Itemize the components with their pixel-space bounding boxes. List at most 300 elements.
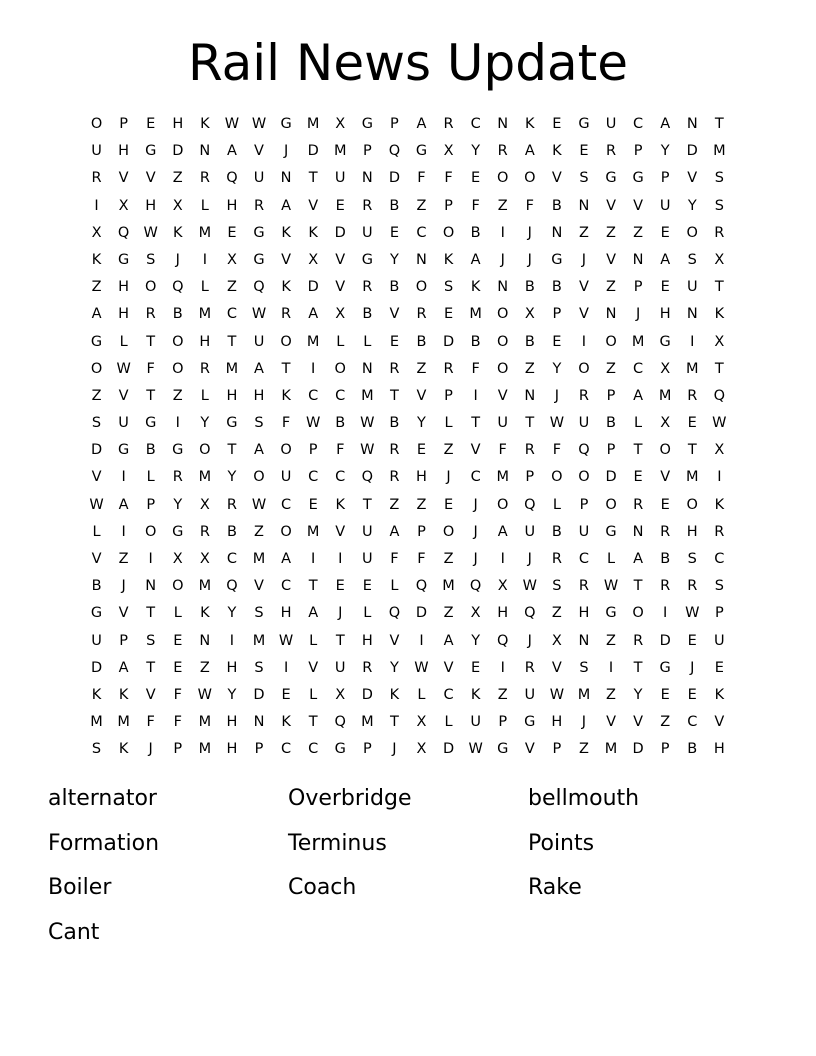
grid-cell: V [633, 714, 644, 731]
grid-cell: M [333, 143, 347, 160]
grid-cell: M [198, 741, 212, 758]
grid-cell: H [118, 306, 130, 323]
grid-cell: H [280, 605, 292, 622]
grid-cell: G [659, 333, 671, 350]
grid-cell: P [579, 496, 589, 513]
grid-cell: V [118, 605, 129, 622]
grid-row [83, 600, 733, 627]
grid-cell: X [470, 605, 481, 622]
grid-cell: F [417, 170, 426, 187]
grid-cell: M [252, 551, 266, 567]
grid-cell: Z [172, 170, 183, 187]
grid-cell: L [173, 605, 182, 622]
grid-cell: R [687, 387, 698, 404]
grid-cell: M [577, 686, 591, 703]
word-list-item: alternator [48, 786, 157, 811]
grid-cell: P [660, 741, 670, 758]
grid-cell: S [687, 251, 697, 268]
grid-cell: O [497, 496, 509, 513]
grid-cell: I [283, 659, 289, 676]
grid-cell: Y [227, 605, 237, 622]
grid-cell: J [500, 251, 505, 268]
grid-cell: R [524, 442, 535, 459]
grid-cell: A [118, 659, 129, 676]
grid-cell: Y [687, 197, 697, 214]
grid-cell: T [389, 387, 399, 404]
grid-cell: O [605, 496, 617, 513]
grid-cell: R [633, 496, 644, 513]
grid-cell: G [415, 143, 428, 160]
grid-cell: M [117, 714, 130, 731]
grid-cell: W [522, 578, 537, 595]
grid-cell: Y [471, 143, 481, 160]
grid-cell: M [198, 306, 212, 323]
grid-cell: K [552, 143, 562, 160]
grid-cell: Z [578, 224, 589, 241]
grid-cell: I [500, 659, 505, 676]
grid-cell: T [389, 714, 399, 731]
grid-cell: I [311, 551, 316, 567]
grid-cell: K [281, 279, 291, 296]
grid-cell: C [578, 551, 589, 567]
grid-cell: A [281, 551, 292, 567]
grid-row [83, 628, 733, 655]
grid-cell: C [308, 387, 319, 404]
grid-cell: M [631, 333, 645, 350]
grid-cell: K [443, 251, 454, 268]
grid-cell: D [334, 224, 346, 241]
grid-cell: F [417, 551, 426, 567]
grid-cell: M [225, 360, 239, 377]
grid-cell: V [91, 469, 102, 486]
grid-cell: S [714, 578, 724, 595]
grid-cell: K [200, 605, 210, 622]
grid-cell: E [687, 686, 697, 703]
grid-cell: V [497, 387, 508, 404]
grid-cell: K [118, 686, 129, 703]
grid-cell: E [308, 496, 318, 513]
grid-cell: H [659, 306, 671, 323]
grid-cell: P [525, 469, 535, 486]
grid-cell: Q [334, 714, 346, 731]
grid-cell: G [659, 659, 671, 676]
grid-cell: O [90, 116, 103, 132]
grid-cell: Q [713, 387, 726, 404]
grid-cell: U [524, 523, 536, 540]
grid-cell: F [146, 714, 155, 731]
grid-cell: X [524, 306, 535, 323]
grid-cell: E [227, 224, 237, 241]
grid-cell: F [281, 415, 291, 432]
grid-cell: B [551, 197, 562, 214]
grid-cell: M [686, 360, 699, 377]
grid-cell: E [281, 686, 291, 703]
grid-cell: K [714, 306, 725, 323]
grid-cell: V [551, 659, 562, 676]
grid-cell: W [603, 578, 619, 595]
grid-cell: O [497, 170, 509, 187]
grid-cell: Z [551, 605, 562, 622]
grid-cell: H [172, 116, 184, 132]
grid-cell: R [389, 469, 400, 486]
grid-cell: C [714, 551, 725, 567]
grid-cell: W [224, 116, 240, 132]
grid-cell: J [473, 551, 478, 567]
grid-row [83, 329, 733, 356]
grid-cell: R [389, 442, 400, 459]
grid-cell: E [633, 469, 643, 486]
grid-cell: Y [471, 632, 481, 649]
grid-cell: C [335, 387, 346, 404]
grid-cell: E [687, 415, 697, 432]
word-list-item: Formation [48, 830, 160, 856]
grid-cell: J [121, 578, 126, 595]
grid-cell: E [443, 306, 454, 323]
grid-cell: R [524, 659, 535, 676]
grid-cell: N [632, 523, 644, 540]
grid-cell: O [497, 306, 509, 323]
grid-cell: B [606, 415, 616, 432]
grid-cell: A [226, 143, 237, 160]
grid-cell: Z [91, 279, 102, 296]
grid-cell: Y [417, 415, 426, 432]
grid-cell: V [606, 714, 616, 731]
grid-cell: G [117, 442, 130, 459]
grid-cell: V [91, 551, 102, 567]
grid-cell: A [254, 360, 264, 377]
grid-cell: Z [254, 523, 264, 540]
grid-cell: E [660, 224, 670, 241]
grid-cell: M [252, 632, 266, 649]
grid-cell: E [443, 496, 454, 513]
grid-cell: U [118, 415, 129, 432]
grid-cell: Q [469, 578, 482, 595]
word-list-item: Cant [48, 919, 100, 945]
grid-cell: M [713, 143, 726, 160]
word-list-item: Rake [528, 875, 582, 900]
grid-cell: L [552, 496, 561, 513]
grid-row [83, 655, 733, 682]
grid-row [83, 709, 733, 736]
grid-cell: K [281, 387, 291, 404]
grid-cell: P [444, 387, 453, 404]
grid-cell: P [308, 442, 318, 459]
grid-cell: V [470, 442, 481, 459]
grid-cell: R [578, 578, 589, 595]
grid-cell: C [226, 551, 237, 567]
grid-cell: Y [200, 415, 210, 432]
grid-cell: J [283, 143, 289, 160]
grid-cell: R [199, 523, 210, 540]
grid-cell: D [90, 659, 103, 676]
grid-cell: L [444, 415, 453, 432]
grid-cell: O [280, 333, 292, 350]
grid-cell: N [686, 116, 698, 132]
grid-cell: V [335, 523, 346, 540]
grid-cell: X [714, 251, 725, 268]
grid-cell: X [118, 197, 129, 214]
grid-cell: L [200, 197, 209, 214]
grid-cell: Q [361, 469, 374, 486]
grid-cell: J [473, 496, 478, 513]
grid-cell: B [470, 333, 481, 350]
word-list-item: Points [528, 830, 595, 856]
grid-cell: J [338, 605, 343, 622]
grid-cell: X [199, 496, 210, 513]
grid-row [83, 383, 733, 410]
grid-cell: Q [388, 605, 401, 622]
grid-cell: T [335, 632, 345, 649]
grid-cell: O [524, 170, 536, 187]
grid-cell: Z [416, 496, 427, 513]
grid-cell: E [146, 116, 156, 132]
grid-cell: Q [226, 578, 238, 595]
grid-cell: N [551, 224, 563, 241]
grid-cell: A [443, 632, 454, 649]
grid-cell: D [361, 686, 373, 703]
grid-cell: F [471, 197, 480, 214]
grid-cell: U [362, 523, 373, 540]
grid-cell: O [334, 360, 346, 377]
grid-cell: C [226, 306, 237, 323]
grid-cell: K [281, 714, 291, 731]
grid-row [83, 437, 733, 464]
grid-cell: R [362, 197, 373, 214]
grid-cell: Q [117, 224, 130, 241]
grid-cell: K [525, 116, 535, 132]
grid-cell: D [442, 741, 455, 758]
grid-cell: K [308, 224, 318, 241]
grid-cell: V [714, 714, 725, 731]
grid-cell: N [686, 306, 698, 323]
grid-cell: V [145, 686, 156, 703]
grid-cell: B [145, 442, 156, 459]
grid-cell: V [254, 578, 264, 595]
grid-cell: W [197, 686, 213, 703]
grid-cell: J [446, 469, 451, 486]
grid-cell: T [471, 415, 481, 432]
grid-cell: L [336, 333, 345, 350]
grid-cell: W [305, 415, 321, 432]
grid-cell: G [632, 170, 644, 187]
grid-cell: S [254, 605, 264, 622]
grid-cell: U [253, 170, 265, 187]
grid-cell: I [148, 551, 153, 567]
grid-cell: P [444, 197, 453, 214]
grid-cell: V [606, 251, 616, 268]
grid-cell: X [335, 116, 346, 132]
grid-cell: K [714, 686, 725, 703]
grid-cell: B [551, 523, 562, 540]
grid-cell: L [146, 469, 155, 486]
grid-cell: M [306, 333, 320, 350]
grid-cell: R [362, 279, 373, 296]
grid-cell: X [172, 551, 183, 567]
grid-cell: J [527, 251, 532, 268]
grid-cell: M [198, 469, 212, 486]
grid-cell: O [199, 442, 211, 459]
grid-row [83, 464, 733, 491]
grid-cell: R [91, 170, 102, 187]
grid-cell: E [335, 578, 345, 595]
grid-cell: C [470, 116, 481, 132]
grid-cell: L [606, 551, 616, 567]
grid-cell: H [361, 632, 373, 649]
grid-row [83, 736, 733, 763]
grid-cell: C [633, 116, 644, 132]
grid-cell: Y [389, 251, 399, 268]
grid-cell: H [578, 605, 590, 622]
grid-cell: G [226, 415, 238, 432]
grid-cell: U [334, 170, 346, 187]
grid-cell: F [173, 686, 182, 703]
grid-cell: O [632, 605, 644, 622]
grid-cell: T [146, 387, 156, 404]
grid-cell: O [497, 360, 509, 377]
grid-cell: C [470, 469, 481, 486]
grid-cell: R [551, 551, 562, 567]
grid-cell: V [443, 659, 454, 676]
grid-cell: N [524, 387, 536, 404]
grid-cell: X [660, 360, 671, 377]
grid-cell: E [471, 170, 481, 187]
grid-cell: W [685, 605, 700, 622]
grid-cell: Q [578, 442, 590, 459]
grid-cell: Q [524, 496, 536, 513]
grid-cell: H [713, 741, 725, 758]
grid-cell: F [336, 442, 345, 459]
grid-cell: O [144, 523, 157, 540]
grid-cell: Z [524, 360, 535, 377]
grid-cell: Y [227, 686, 237, 703]
grid-cell: L [634, 415, 643, 432]
grid-cell: S [552, 578, 562, 595]
grid-cell: B [389, 279, 400, 296]
grid-cell: H [416, 469, 427, 486]
grid-cell: V [606, 197, 616, 214]
grid-cell: R [389, 360, 400, 377]
grid-cell: X [226, 251, 237, 268]
grid-cell: C [443, 686, 454, 703]
grid-cell: I [608, 659, 614, 676]
grid-row [83, 220, 733, 247]
grid-cell: R [714, 224, 725, 241]
grid-cell: H [118, 279, 130, 296]
grid-cell: K [714, 496, 725, 513]
grid-cell: L [309, 632, 318, 649]
grid-cell: R [633, 632, 644, 649]
grid-cell: P [254, 741, 264, 758]
grid-cell: Z [497, 686, 508, 703]
grid-cell: A [118, 496, 129, 513]
grid-cell: B [91, 578, 102, 595]
grid-cell: Y [389, 659, 399, 676]
grid-cell: J [527, 224, 532, 241]
grid-cell: R [605, 143, 617, 160]
grid-row [83, 682, 733, 709]
grid-cell: J [635, 306, 641, 323]
grid-cell: R [443, 116, 454, 132]
grid-cell: A [389, 523, 400, 540]
grid-cell: T [146, 659, 156, 676]
grid-cell: O [442, 224, 455, 241]
grid-cell: X [551, 632, 562, 649]
grid-cell: T [714, 116, 724, 132]
grid-cell: S [714, 197, 724, 214]
grid-cell: R [281, 306, 292, 323]
grid-cell: T [227, 442, 237, 459]
grid-cell: J [392, 741, 397, 758]
grid-cell: A [308, 605, 319, 622]
grid-cell: O [172, 333, 184, 350]
grid-cell: L [363, 333, 372, 350]
grid-cell: X [91, 224, 102, 241]
grid-cell: O [253, 469, 265, 486]
grid-cell: G [361, 251, 373, 268]
grid-cell: P [714, 605, 724, 622]
grid-cell: D [307, 143, 319, 160]
grid-cell: T [714, 360, 724, 377]
grid-cell: V [335, 279, 346, 296]
grid-cell: U [470, 714, 481, 731]
grid-cell: E [389, 333, 399, 350]
grid-cell: P [552, 741, 562, 758]
grid-cell: W [712, 415, 727, 432]
grid-cell: V [578, 279, 589, 296]
grid-cell: N [497, 116, 509, 132]
grid-row [83, 165, 733, 192]
grid-cell: O [686, 496, 698, 513]
grid-cell: D [90, 442, 103, 459]
grid-cell: C [335, 469, 346, 486]
grid-cell: P [660, 170, 670, 187]
grid-cell: V [335, 251, 346, 268]
grid-cell: P [633, 279, 643, 296]
grid-cell: E [389, 224, 399, 241]
grid-cell: Z [606, 360, 616, 377]
grid-cell: K [91, 251, 102, 268]
grid-cell: W [278, 632, 294, 649]
grid-cell: W [143, 224, 158, 241]
grid-cell: G [145, 143, 157, 160]
grid-cell: B [551, 279, 562, 296]
grid-cell: O [659, 442, 671, 459]
grid-row [83, 519, 733, 546]
grid-cell: Z [606, 632, 616, 649]
grid-cell: W [468, 741, 483, 758]
grid-cell: R [226, 496, 237, 513]
grid-cell: Z [578, 741, 589, 758]
grid-cell: C [687, 714, 698, 731]
grid-cell: S [254, 415, 264, 432]
grid-cell: B [416, 333, 427, 350]
grid-cell: V [551, 170, 562, 187]
word-list-item: Boiler [48, 875, 112, 900]
grid-cell: D [172, 143, 184, 160]
grid-cell: B [524, 279, 535, 296]
grid-cell: I [581, 333, 587, 350]
grid-cell: I [121, 523, 126, 540]
grid-cell: R [443, 360, 454, 377]
grid-cell: B [389, 197, 400, 214]
grid-cell: F [498, 442, 507, 459]
grid-cell: M [361, 714, 374, 731]
grid-cell: X [172, 197, 183, 214]
grid-cell: K [173, 224, 183, 241]
grid-cell: X [199, 551, 210, 567]
grid-cell: E [471, 659, 481, 676]
grid-cell: K [470, 686, 481, 703]
